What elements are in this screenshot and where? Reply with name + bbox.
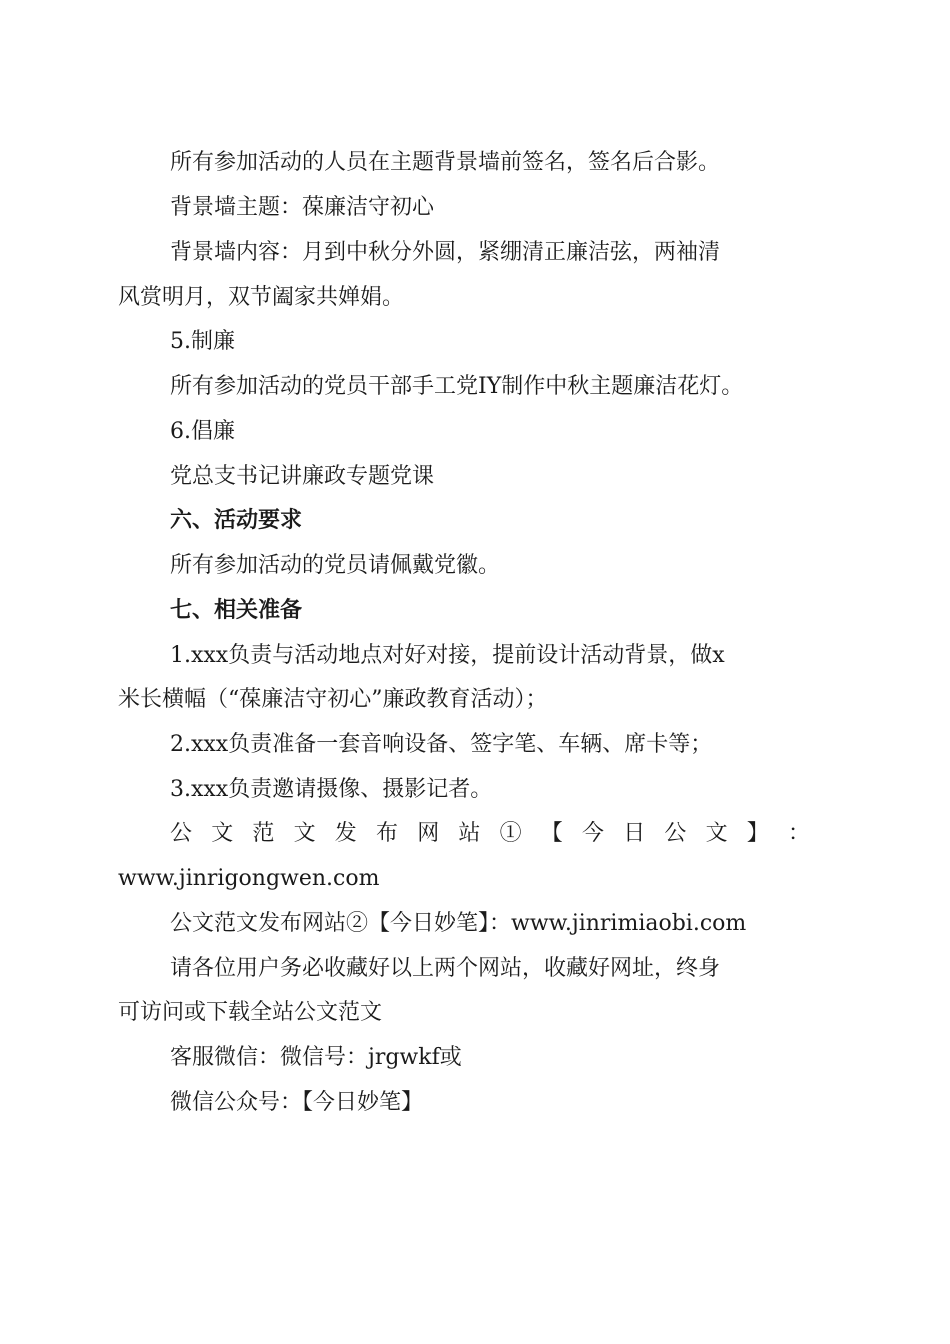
prep-item-3: 3.xxx负责邀请摄像、摄影记者。	[170, 777, 493, 802]
service-wechat: 客服微信：微信号：jrgwkf或	[170, 1045, 462, 1070]
paragraph-wall-content-cont: 风赏明月，双节阖家共婵娟。	[118, 285, 405, 310]
paragraph-wall-content: 背景墙内容：月到中秋分外圆，紧绷清正廉洁弦，两袖清	[170, 240, 721, 265]
site-2-line[interactable]: 公文范文发布网站②【今日妙笔】：www.jinrimiaobi.com	[170, 911, 747, 936]
section-heading-preparation: 七、相关准备	[170, 598, 303, 623]
bookmark-notice: 请各位用户务必收藏好以上两个网站，收藏好网址，终身	[170, 956, 721, 981]
item-5-title: 5.制廉	[170, 329, 235, 354]
paragraph-badge: 所有参加活动的党员请佩戴党徽。	[170, 553, 501, 578]
paragraph-wall-theme: 背景墙主题：葆廉洁守初心	[170, 195, 435, 220]
paragraph-signing: 所有参加活动的人员在主题背景墙前签名，签名后合影。	[170, 150, 721, 175]
site-1-url[interactable]: www.jinrigongwen.com	[118, 866, 380, 891]
wechat-official-account: 微信公众号：【今日妙笔】	[170, 1090, 424, 1115]
prep-item-2: 2.xxx负责准备一套音响设备、签字笔、车辆、席卡等；	[170, 732, 713, 757]
item-6-title: 6.倡廉	[170, 419, 235, 444]
paragraph-lanterns: 所有参加活动的党员干部手工党IY制作中秋主题廉洁花灯。	[170, 374, 744, 399]
site-1-label: 公 文 范 文 发 布 网 站 ① 【 今 日 公 文 】 ：	[170, 821, 810, 846]
section-heading-requirements: 六、活动要求	[170, 508, 303, 533]
prep-item-1-cont: 米长横幅（“葆廉洁守初心”廉政教育活动）；	[118, 687, 548, 712]
bookmark-notice-cont: 可访问或下载全站公文范文	[118, 1000, 383, 1025]
prep-item-1: 1.xxx负责与活动地点对好对接，提前设计活动背景，做x	[170, 643, 725, 668]
paragraph-lecture: 党总支书记讲廉政专题党课	[170, 464, 435, 489]
